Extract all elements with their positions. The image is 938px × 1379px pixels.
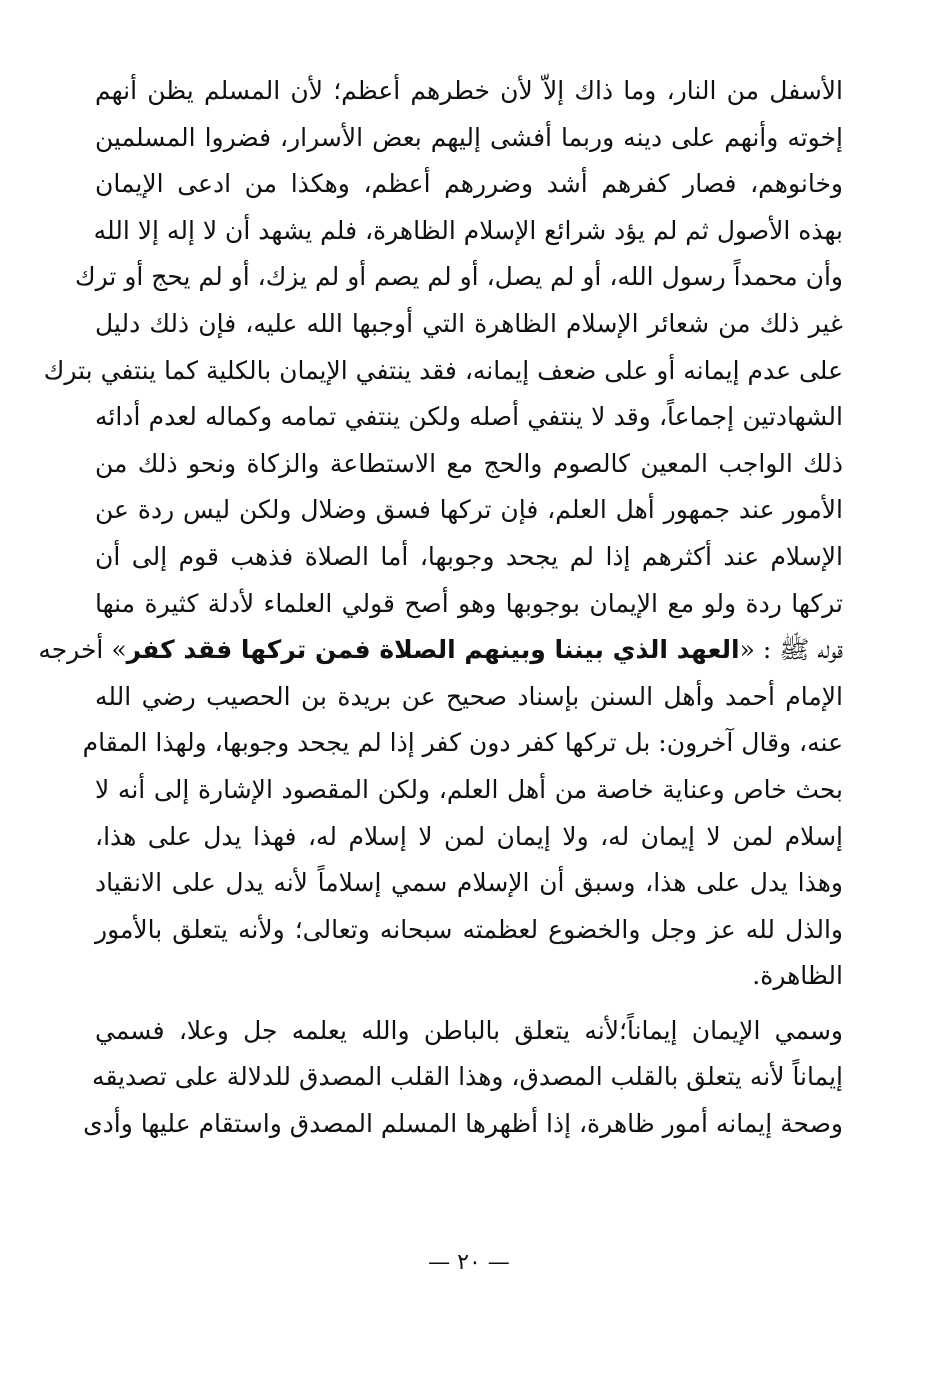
text-line: الأمور عند جمهور أهل العلم، فإن تركها فسق وضلال ولكن ليس ردة عن (95, 495, 843, 525)
text-line: وخانوهم، فصار كفرهم أشد وضررهم أعظم، وهكذا من ادعى الإيمان (95, 169, 843, 199)
text-line: بحث خاص وعناية خاصة من أهل العلم، ولكن المقصود الإشارة إلى أنه لا (95, 774, 843, 804)
text-line: وصحة إيمانه أمور ظاهرة، إذا أظهرها المسلم المصدق واستقام عليها وأدى (83, 1109, 843, 1139)
text-line: غير ذلك من شعائر الإسلام الظاهرة التي أوجبها الله عليه، فإن ذلك دليل (95, 308, 843, 338)
text-line: عنه، وقال آخرون: بل تركها كفر دون كفر إذا لم يجحد وجوبها، ولهذا المقام (82, 728, 843, 758)
paragraph-1 (38, 68, 843, 1000)
text-line: ذلك الواجب المعين كالصوم والحج مع الاستطاعة والزكاة ونحو ذلك من (95, 448, 843, 478)
text-line: وهذا يدل على هذا، وسبق أن الإسلام سمي إسلاماً لأنه يدل على الانقياد (95, 868, 843, 898)
text-line: الشهادتين إجماعاً، وقد لا ينتفي أصله ولكن ينتفي تمامه وكماله لعدم أدائه (95, 402, 843, 432)
page-number: — ٢٠ — (428, 1250, 510, 1275)
hadith-line (38, 627, 843, 674)
text-line: الظاهرة. (752, 961, 843, 991)
hadith-quote: العهد الذي بيننا وبينهم الصلاة فمن تركها فقد كفر (126, 635, 740, 665)
hadith-outro: » أخرجه (38, 635, 127, 665)
text-line: وأن محمداً رسول الله، أو لم يصل، أو لم يصم أو لم يزك، أو لم يحج أو ترك (75, 262, 843, 292)
paragraph-2 (83, 1008, 843, 1148)
text-line: الإسلام عند أكثرهم إذا لم يجحد وجوبها، أما الصلاة فذهب قوم إلى أن (95, 541, 843, 571)
text-line: على عدم إيمانه أو على ضعف إيمانه، فقد ينتفي الإيمان بالكلية كما ينتفي بترك (43, 355, 843, 385)
text-line: وسمي الإيمان إيماناً؛لأنه يتعلق بالباطن والله يعلمه جل وعلا، فسمي (95, 1015, 843, 1045)
paragraph-gap (95, 1000, 843, 1008)
text-line: والذل لله عز وجل والخضوع لعظمته سبحانه وتعالى؛ ولأنه يتعلق بالأمور (95, 914, 843, 944)
text-line: الأسفل من النار، وما ذاك إلاّ لأن خطرهم أعظم؛ لأن المسلم يظن أنهم (95, 76, 843, 105)
text-line: تركها ردة ولو مع الإيمان بوجوبها وهو أصح قولي العلماء لأدلة كثيرة منها (95, 588, 843, 618)
text-line: إخوته وأنهم على دينه وربما أفشى إليهم بعض الأسرار، فضروا المسلمين (95, 122, 843, 152)
page-body (38, 68, 843, 1358)
hadith-intro: قوله ﷺ : « (739, 635, 843, 665)
text-line: الإمام أحمد وأهل السنن بإسناد صحيح عن بريدة بن الحصيب رضي الله (95, 681, 843, 711)
text-line: إسلام لمن لا إيمان له، ولا إيمان لمن لا إسلام له، فهذا يدل على هذا، (95, 821, 843, 851)
text-line: بهذه الأصول ثم لم يؤد شرائع الإسلام الظاهرة، فلم يشهد أن لا إله إلا الله (93, 215, 843, 245)
text-line: إيماناً لأنه يتعلق بالقلب المصدق، وهذا القلب المصدق للدلالة على تصديقه (92, 1062, 843, 1092)
